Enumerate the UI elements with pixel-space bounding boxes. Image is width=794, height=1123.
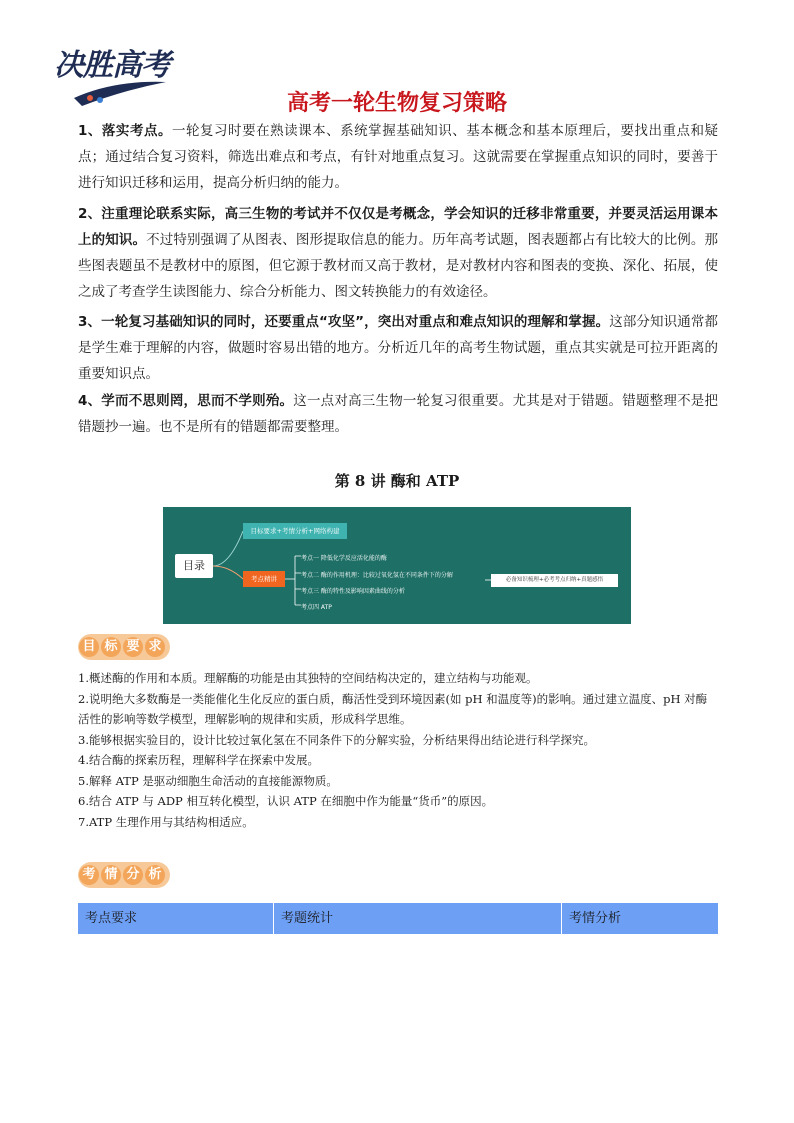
strategy-2-body: 不过特别强调了从图表、图形提取信息的能力。历年高考试题，图表题都占有比较大的比例。那些图表题虽不是教材中的原图，但它源于教材而又高于教材，是对教材内容和图表的变换、深化、拓展，使之成了考查学生读图能力、综合分析能力、图文转换能力的有效途径。 <box>78 232 719 300</box>
strategy-1-body: 一轮复习时要在熟读课本、系统掌握基础知识、基本概念和基本原理后，要找出重点和疑点；通过结合复习资料，筛选出难点和考点，有针对地重点复习。这就需要在掌握重点知识的同时，要善于进行知识迁移和运用，提高分析归纳的能力。 <box>78 123 719 191</box>
mindmap-key-node: 考点精讲 <box>243 571 285 587</box>
mindmap-item-4: 考点四 ATP <box>301 604 332 611</box>
analysis-badge-char-1: 考 <box>79 865 99 885</box>
goal-item: 6.结合 ATP 与 ADP 相互转化模型，认识 ATP 在细胞中作为能量“货币”的原因。 <box>78 794 494 808</box>
goal-item: 1.概述酶的作用和本质。理解酶的功能是由其独特的空间结构决定的，建立结构与功能观。 <box>78 671 538 685</box>
mindmap-connectors <box>163 507 631 624</box>
analysis-badge <box>78 862 170 888</box>
goal-item: 5.解释 ATP 是驱动细胞生命活动的直接能源物质。 <box>78 773 338 788</box>
mindmap-root: 目录 <box>175 554 213 578</box>
logo-text: 决胜高考 <box>54 48 170 83</box>
strategy-1-heading: 1、落实考点。 <box>78 123 172 139</box>
analysis-badge-char-2: 情 <box>101 865 121 885</box>
strategy-paragraph-2 <box>78 201 718 305</box>
table-header-cell-requirement: 考点要求 <box>78 903 274 934</box>
goals-badge-char-3: 要 <box>123 637 143 657</box>
strategy-3-body: 这部分知识通常都是学生难于理解的内容，做题时容易出错的地方。分析近几年的高考生物试题，重点其实就是可拉开距离的重要知识点。 <box>78 314 719 382</box>
mindmap-item-3: 考点三 酶的特性及影响因素曲线的分析 <box>301 588 405 595</box>
analysis-badge-char-4: 析 <box>145 865 165 885</box>
goal-item: 3.能够根据实验目的，设计比较过氧化氢在不同条件下的分解实验，分析结果得出结论进行科学探究。 <box>78 732 595 747</box>
goals-list <box>78 668 718 832</box>
analysis-badge-char-3: 分 <box>123 865 143 885</box>
mindmap-right-node: 必备知识梳理+必考考点归纳+真题感悟 <box>491 574 618 587</box>
strategy-4-body: 这一点对高三生物一轮复习很重要。尤其是对于错题。错题整理不是把错题抄一遍。也不是所有的错题都需要整理。 <box>78 393 718 435</box>
goal-item: 2.说明绝大多数酶是一类能催化生化反应的蛋白质，酶活性受到环境因素(如 pH 和温度等)的影响。通过建立温度、pH 对酶活性的影响等数学模型，理解影响的规律和实质，形成科学思维。 <box>78 691 708 726</box>
goals-badge <box>78 634 170 660</box>
goal-item: 7.ATP 生理作用与其结构相适应。 <box>78 814 254 829</box>
strategy-paragraph-4 <box>78 388 718 440</box>
strategy-4-heading: 4、学而不思则罔，思而不学则殆。 <box>78 393 294 409</box>
goal-item: 4.结合酶的探索历程，理解科学在探索中发展。 <box>78 753 319 767</box>
lecture-title: 第 8 讲 酶和 ATP <box>334 472 460 490</box>
mindmap-top-node: 目标要求+考情分析+网络构建 <box>243 523 347 539</box>
strategy-2-heading: 2、注重理论联系实际，高三生物的考试并不仅仅是考概念，学会知识的迁移非常重要，并要灵活运用课本上的知识。 <box>78 206 718 248</box>
table-header-cell-statistics: 考题统计 <box>274 903 562 934</box>
contents-mindmap <box>163 507 631 624</box>
table-header-cell-analysis: 考情分析 <box>569 911 622 926</box>
analysis-table-header <box>78 903 718 934</box>
strategy-paragraph-1 <box>78 118 718 196</box>
strategy-3-heading: 3、一轮复习基础知识的同时，还要重点“攻坚”，突出对重点和难点知识的理解和掌握。 <box>78 314 610 330</box>
mindmap-item-2: 考点二 酶的作用机理：比较过氧化氢在不同条件下的分解 <box>301 572 453 579</box>
goals-badge-char-1: 目 <box>79 637 99 657</box>
goals-badge-char-4: 求 <box>145 637 165 657</box>
strategy-paragraph-3 <box>78 309 718 387</box>
goals-badge-char-2: 标 <box>101 637 121 657</box>
page-title: 高考一轮生物复习策略 <box>286 91 507 116</box>
mindmap-item-1: 考点一 降低化学反应活化能的酶 <box>301 555 387 562</box>
